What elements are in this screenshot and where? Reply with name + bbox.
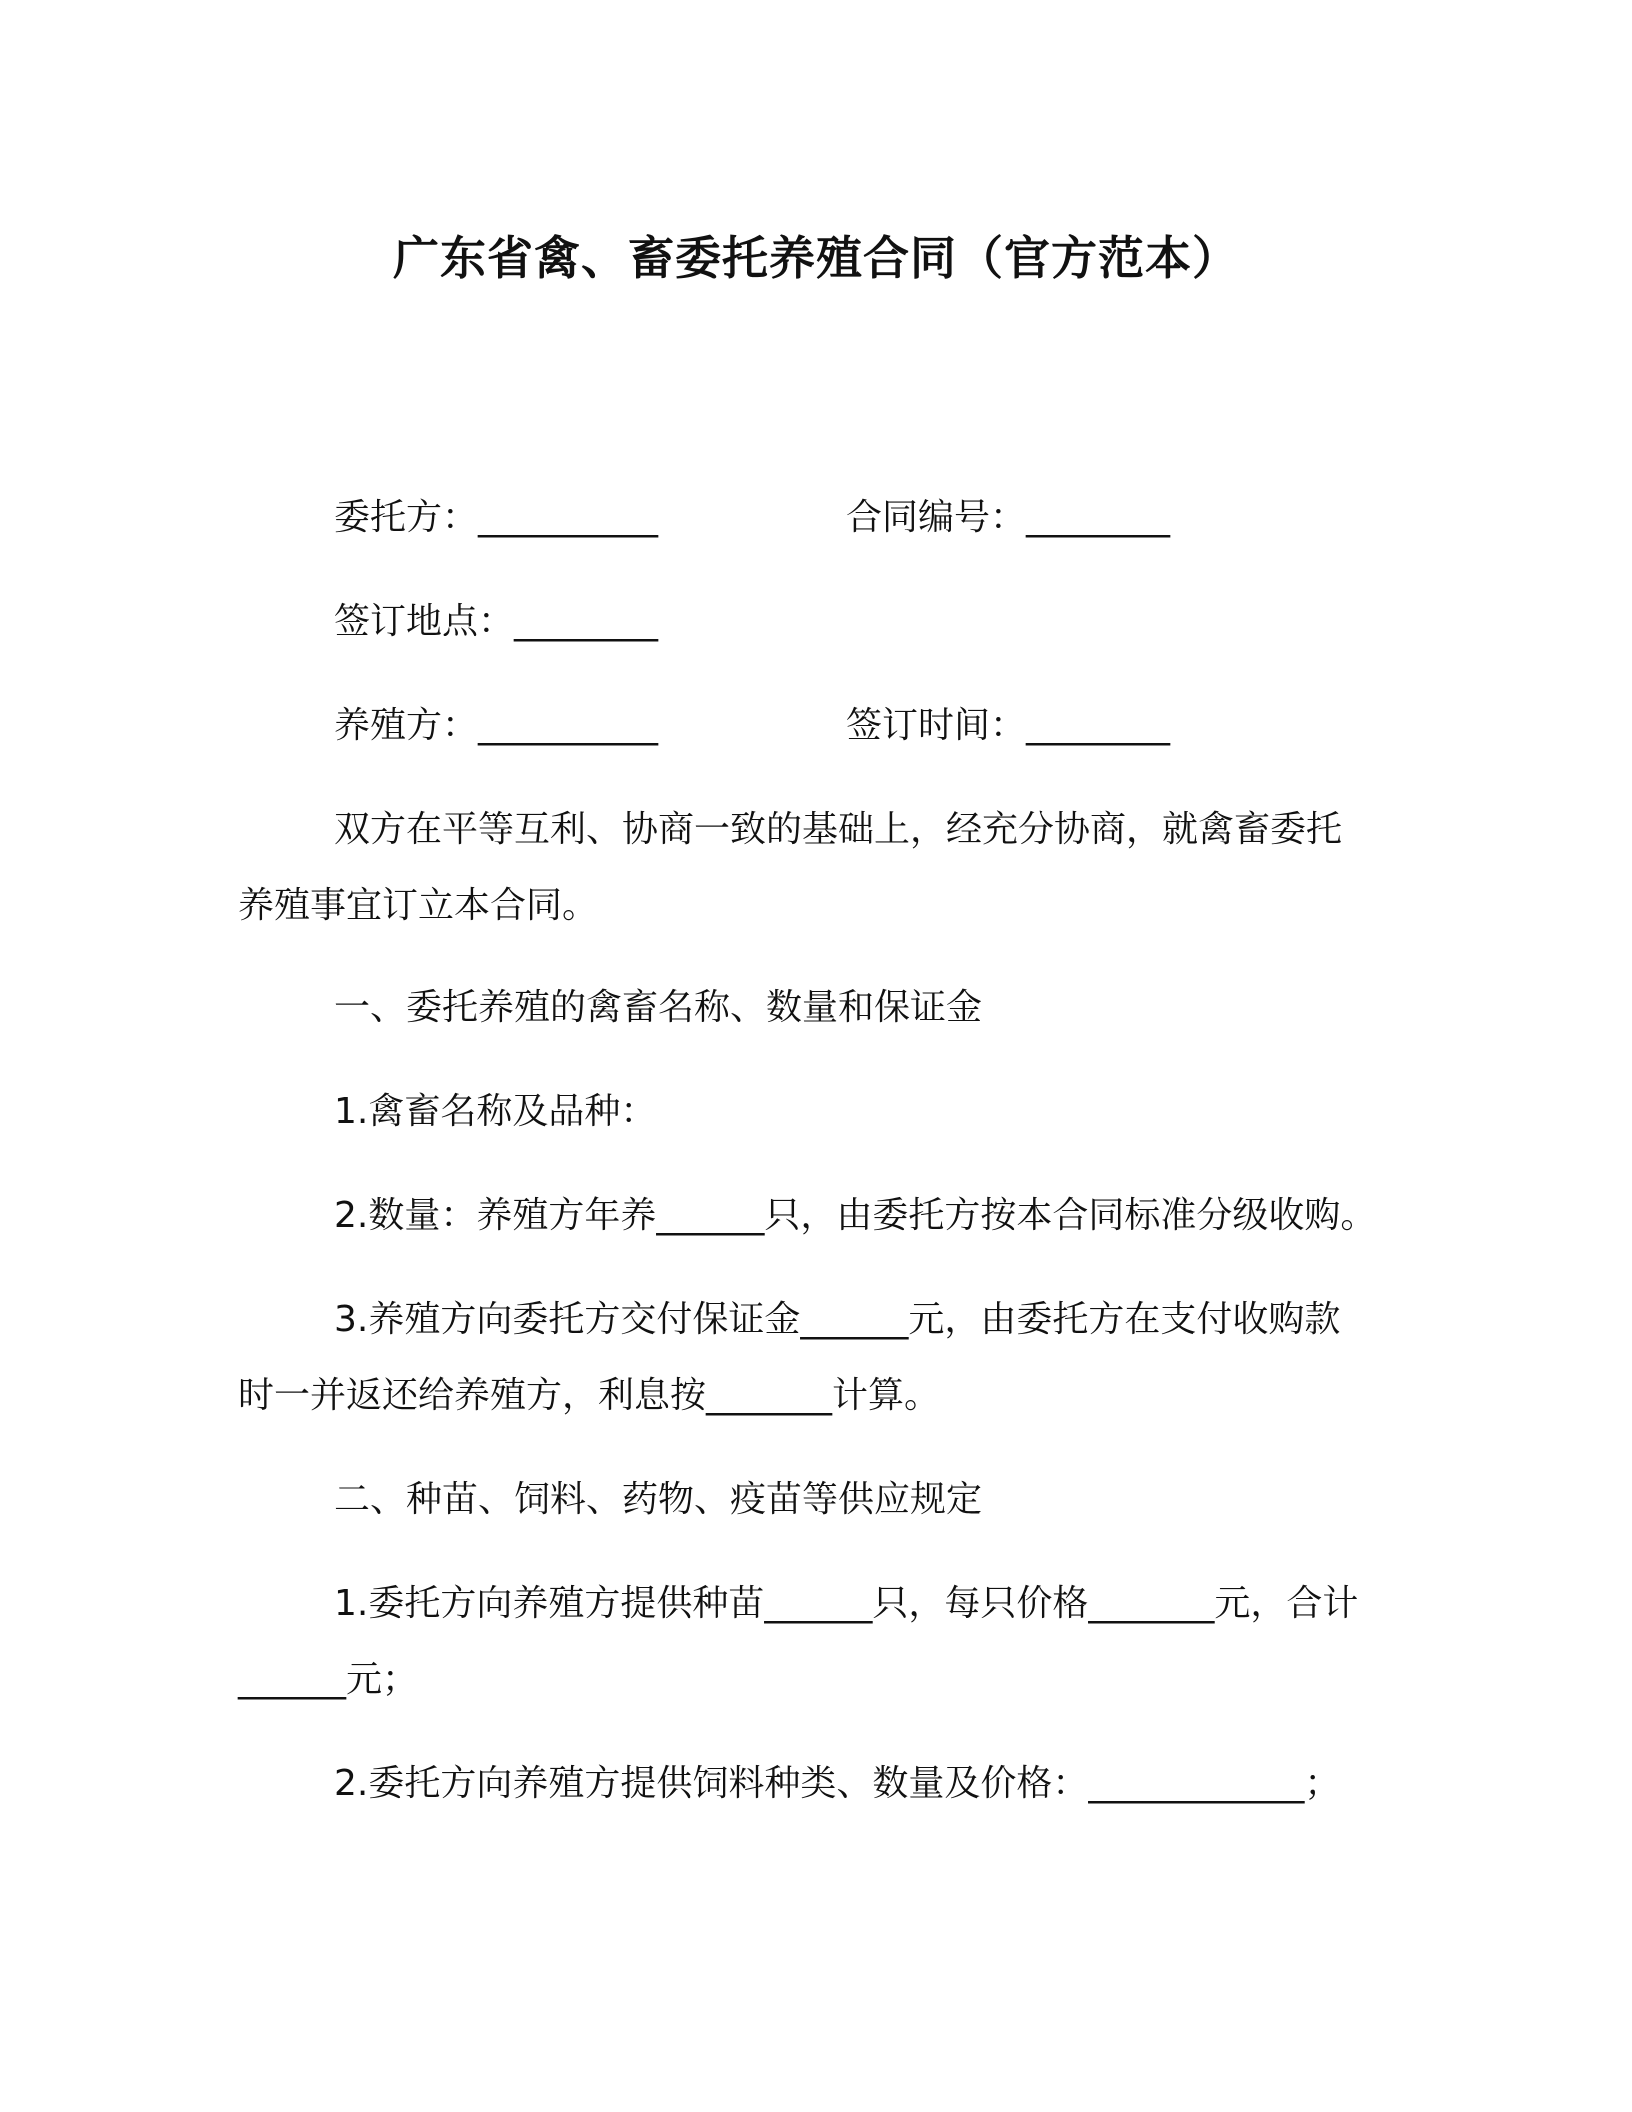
- intro-paragraph-line-2: 养殖事宜订立本合同。: [238, 885, 599, 926]
- section-2-heading: 二、种苗、饲料、药物、疫苗等供应规定: [334, 1479, 983, 1520]
- section-1-item-3-line-2: 时一并返还给养殖方，利息按_______计算。: [238, 1375, 941, 1416]
- signing-time-field: 签订时间：________: [846, 705, 1171, 746]
- section-2-item-1-line-1: 1.委托方向养殖方提供种苗______只，每只价格_______元，合计: [334, 1583, 1359, 1624]
- document-title: 广东省禽、畜委托养殖合同（官方范本）: [393, 231, 1239, 285]
- signing-place-field: 签订地点：________: [334, 601, 659, 642]
- section-1-item-2: 2.数量：养殖方年养______只，由委托方按本合同标准分级收购。: [334, 1195, 1377, 1236]
- entrusting-party-field: 委托方：__________: [334, 497, 659, 538]
- section-2-item-1-line-2: ______元；: [238, 1659, 419, 1700]
- contract-number-field: 合同编号：________: [846, 497, 1171, 538]
- section-1-heading: 一、委托养殖的禽畜名称、数量和保证金: [334, 987, 983, 1028]
- intro-paragraph-line-1: 双方在平等互利、协商一致的基础上，经充分协商，就禽畜委托: [334, 809, 1343, 850]
- breeding-party-field: 养殖方：__________: [334, 705, 659, 746]
- section-2-item-2: 2.委托方向养殖方提供饲料种类、数量及价格：____________；: [334, 1763, 1341, 1804]
- section-1-item-1: 1.禽畜名称及品种：: [334, 1091, 657, 1132]
- section-1-item-3-line-1: 3.养殖方向委托方交付保证金______元，由委托方在支付收购款: [334, 1299, 1341, 1340]
